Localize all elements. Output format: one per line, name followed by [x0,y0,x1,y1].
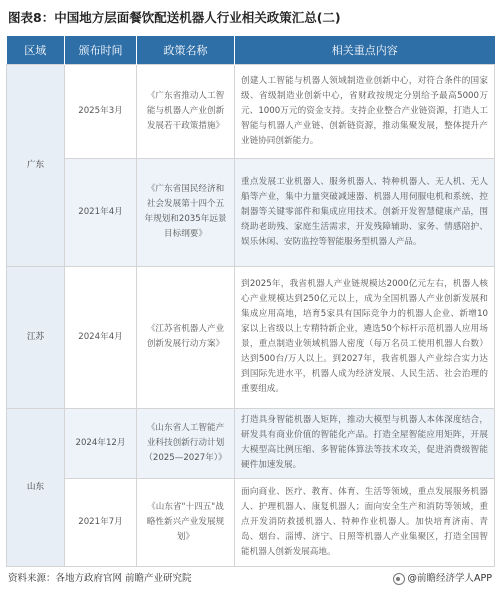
page-title: 图表8：中国地方层面餐饮配送机器人行业相关政策汇总(二) [8,10,341,25]
date-cell: 2024年4月 [65,266,137,408]
content-cell: 到2025年，我省机器人产业链规模达2000亿元左右，机器人核心产业规模达到250亿元以上，成为全国机器人产业创新发展和集成应用高地，培育5家具有国际竞争力的机器人企业、新增10家以上省级以上专精特新企业，遴选50个标杆示范机器人应用场景，重点制造业领域机器人密度（每万名员工使用机器人台数）达到500台/万人以上。到2027年，我省机器人产业综合实力达到国际先进水平，机器人成为经济发展、人民生活、社会治理的重要组成。 [235,266,495,408]
table-header-row [7,36,495,64]
qianzhan-logo-icon [393,573,405,585]
policy-cell: 《山东省"十四五"战略性新兴产业发展规划》 [137,478,235,566]
header-date: 颁布时间 [65,36,137,64]
date-cell: 2024年12月 [65,408,137,478]
header-content: 相关重点内容 [235,36,495,64]
content-cell: 打造具身智能机器人矩阵，推动大模型与机器人本体深度结合，研发具有商业价值的智能化产品。打造全屋智能应用矩阵，开展大模型高比例压缩、多智能体算法等技术攻关，促进消费级智能硬件加速发展。 [235,408,495,478]
region-cell: 广东 [7,64,65,266]
policy-table [6,36,495,567]
table-row [7,478,495,566]
header-policy: 政策名称 [137,36,235,64]
policy-cell: 《广东省推动人工智能与机器人产业创新发展若干政策措施》 [137,64,235,158]
table-row [7,158,495,266]
date-cell: 2025年3月 [65,64,137,158]
table-row [7,266,495,408]
date-cell: 2021年7月 [65,478,137,566]
table-row [7,408,495,478]
table-row [7,64,495,158]
source-note: 资料来源：各地方政府官网 前瞻产业研究院 [8,573,192,584]
header-region: 区域 [7,36,65,64]
region-cell: 江苏 [7,266,65,408]
brand-label: @前瞻经济学人APP [407,573,492,584]
content-cell: 面向商业、医疗、教育、体育、生活等领域，重点发展服务机器人、护理机器人、康复机器人；面向安全生产和消防等领域，重点开发消防救援机器人、特种作业机器人。加快培育济南、青岛、烟台、淄博、济宁、日照等机器人产业集聚区，打造全国智能机器人创新发展高地。 [235,478,495,566]
brand-credit [393,572,492,586]
content-cell: 创建人工智能与机器人领域制造业创新中心，对符合条件的国家级、省级制造业创新中心，省财政按规定分别给予最高5000万元、1000万元的资金支持。支持企业整合产业链资源，打造人工智能与机器人产业链、创新链资源，推动集聚发展，整体提升产业链协同创新能力。 [235,64,495,158]
date-cell: 2021年4月 [65,158,137,266]
policy-cell: 《江苏省机器人产业创新发展行动方案》 [137,266,235,408]
content-cell: 重点发展工业机器人、服务机器人、特种机器人、无人机、无人船等产业，集中力量突破减速器、机器人用伺服电机和系统、控制器等关键零部件和集成应用技术。创新开发智慧健康产品，围绕助老助残、家庭生活需求，开发残障辅助、家务、情感陪护、娱乐休闲、安防监控等智能服务型机器人产品。 [235,158,495,266]
region-cell: 山东 [7,408,65,566]
policy-cell: 《广东省国民经济和社会发展第十四个五年规划和2035年远景目标纲要》 [137,158,235,266]
policy-cell: 《山东省人工智能产业科技创新行动计划（2025—2027年）》 [137,408,235,478]
